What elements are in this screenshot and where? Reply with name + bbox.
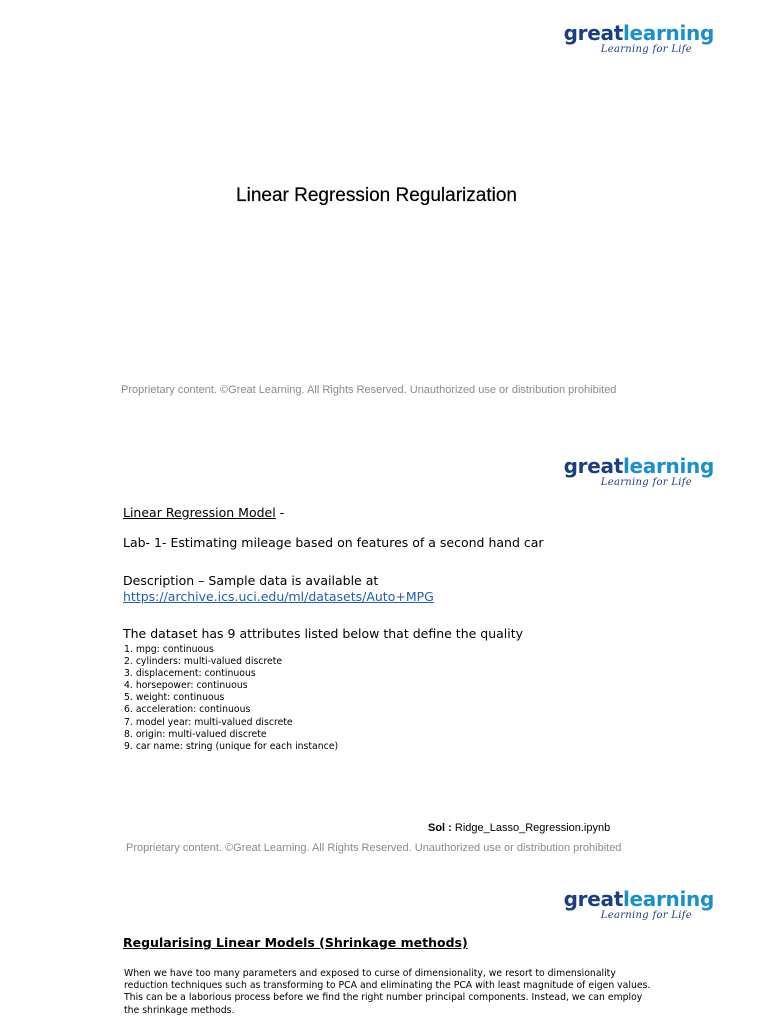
brand-word-great: great — [563, 21, 623, 45]
brand-wordmark — [564, 23, 714, 43]
brand-word-great: great — [563, 887, 623, 911]
brand-word-learning: learning — [622, 887, 714, 911]
lab-title: Lab- 1- Estimating mileage based on features of a second hand car — [123, 535, 544, 550]
brand-tagline: Learning for Life — [600, 44, 692, 55]
list-item: 1. mpg: continuous — [124, 644, 214, 655]
page1-footer: Proprietary content. ©Great Learning. All Rights Reserved. Unauthorized use or distribution prohibited — [121, 384, 617, 396]
paragraph: When we have too many parameters and exposed to curse of dimensionality, we resort to dimensionality reduction techniques such as transforming to PCA and eliminating the PCA with least magnitude of eigen values. This can be a laborious process before we find the right number principal components. Instead, we can employ the shrinkage methods. — [124, 968, 651, 1016]
list-item: 7. model year: multi-valued discrete — [124, 716, 293, 728]
brand-word-learning: learning — [622, 454, 714, 478]
solution-reference — [428, 822, 610, 834]
section-heading — [123, 502, 284, 521]
description-text: Description – Sample data is available at — [123, 573, 379, 588]
solution-label: Sol : — [428, 822, 452, 834]
attributes-list — [124, 644, 338, 753]
brand-word-learning: learning — [622, 21, 714, 45]
list-item: 6. acceleration: continuous — [124, 704, 251, 716]
brand-word-great: great — [563, 454, 623, 478]
brand-wordmark — [564, 456, 714, 476]
page2-footer: Proprietary content. ©Great Learning. All Rights Reserved. Unauthorized use or distribution prohibited — [126, 842, 622, 854]
solution-file: Ridge_Lasso_Regression.ipynb — [454, 822, 611, 834]
brand-logo — [564, 889, 714, 921]
document-title: Linear Regression Regularization — [236, 185, 517, 206]
list-item: 3. displacement: continuous — [124, 668, 256, 680]
brand-logo — [564, 23, 714, 55]
list-item: 4. horsepower: continuous — [124, 680, 248, 692]
list-item: 5. weight: continuous — [124, 692, 225, 704]
attributes-intro: The dataset has 9 attributes listed below that define the quality — [123, 626, 524, 641]
list-item: 8. origin: multi-valued discrete — [124, 728, 267, 740]
section-heading-suffix: - — [275, 505, 285, 520]
brand-wordmark — [564, 889, 714, 909]
section-heading-text: Linear Regression Model — [123, 505, 276, 520]
dataset-link[interactable]: https://archive.ics.uci.edu/ml/datasets/Auto+MPG — [123, 589, 434, 604]
section-heading: Regularising Linear Models (Shrinkage methods) — [123, 935, 468, 950]
list-item: 9. car name: string (unique for each instance) — [124, 740, 339, 752]
brand-tagline: Learning for Life — [600, 910, 692, 921]
list-item: 2. cylinders: multi-valued discrete — [124, 656, 283, 668]
brand-logo — [564, 456, 714, 488]
brand-tagline: Learning for Life — [600, 477, 692, 488]
